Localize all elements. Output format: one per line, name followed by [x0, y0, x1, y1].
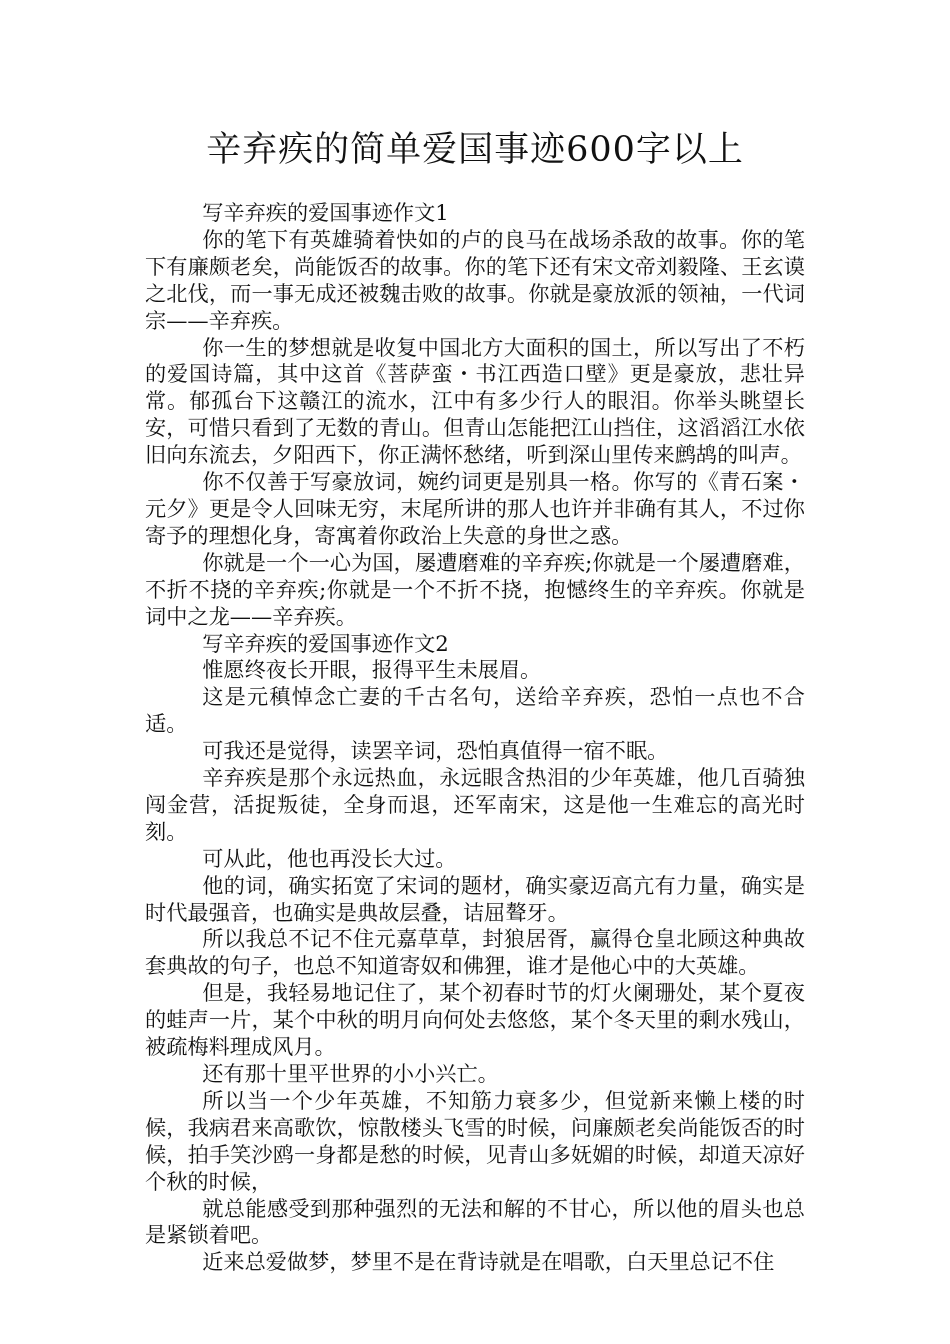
- paragraph: 你不仅善于写豪放词，婉约词更是别具一格。你写的《青石案・元夕》更是令人回味无穷，末尾所讲的那人也许并非确有其人，不过你寄予的理想化身，寄寓着你政治上失意的身世之惑。: [145, 469, 805, 548]
- paragraph: 惟愿终夜长开眼，报得平生未展眉。: [202, 657, 542, 683]
- paragraph: 所以我总不记不住元嘉草草，封狼居胥，赢得仓皇北顾这种典故套典故的句子，也总不知道寄奴和佛狸，谁才是他心中的大英雄。: [145, 926, 805, 979]
- paragraph: 所以当一个少年英雄，不知筋力衰多少，但觉新来懒上楼的时候，我病君来高歌饮，惊散楼头飞雪的时候，问廉颇老矣尚能饭否的时候，拍手笑沙鸥一身都是愁的时候，见青山多妩媚的时候，却道天凉好个秋的时候，: [145, 1087, 805, 1194]
- paragraph: 你一生的梦想就是收复中国北方大面积的国土，所以写出了不朽的爱国诗篇，其中这首《菩萨蛮・书江西造口壁》更是豪放，悲壮异常。郁孤台下这赣江的流水，江中有多少行人的眼泪。你举头眺望长安，可惜只看到了无数的青山。但青山怎能把江山挡住，这滔滔江水依旧向东流去，夕阳西下，你正满怀愁绪，听到深山里传来鹧鸪的叫声。: [145, 334, 805, 468]
- document-body: [145, 200, 805, 1276]
- paragraph: 你的笔下有英雄骑着快如的卢的良马在战场杀敌的故事。你的笔下有廉颇老矣，尚能饭否的故事。你的笔下还有宋文帝刘毅隆、王玄谟之北伐，而一事无成还被魏击败的故事。你就是豪放派的领袖，一代词宗——辛弃疾。: [145, 226, 805, 333]
- paragraph: 还有那十里平世界的小小兴亡。: [202, 1061, 499, 1086]
- section-heading: 写辛弃疾的爱国事迹作文1: [202, 200, 449, 225]
- paragraph: 但是，我轻易地记住了，某个初春时节的灯火阑珊处，某个夏夜的蛙声一片，某个中秋的明月向何处去悠悠，某个冬天里的剩水残山，被疏梅料理成风月。: [145, 980, 805, 1060]
- paragraph: 你就是一个一心为国，屡遭磨难的辛弃疾;你就是一个屡遭磨难，不折不挠的辛弃疾;你就是一个不折不挠，抱憾终生的辛弃疾。你就是词中之龙——辛弃疾。: [145, 549, 805, 629]
- paragraph: 他的词，确实拓宽了宋词的题材，确实豪迈高亢有力量，确实是时代最强音，也确实是典故层叠，诘屈聱牙。: [145, 872, 805, 925]
- paragraph: 可从此，他也再没长大过。: [202, 845, 457, 871]
- paragraph: 近来总爱做梦，梦里不是在背诗就是在唱歌，白天里总记不住: [202, 1249, 775, 1275]
- section-heading: 写辛弃疾的爱国事迹作文2: [202, 630, 449, 656]
- document-title: 辛弃疾的简单爱国事迹600字以上: [206, 130, 744, 170]
- paragraph: 就总能感受到那种强烈的无法和解的不甘心，所以他的眉头也总是紧锁着吧。: [145, 1195, 805, 1248]
- paragraph: 可我还是觉得，读罢辛词，恐怕真值得一宿不眠。: [202, 738, 669, 764]
- paragraph: 辛弃疾是那个永远热血，永远眼含热泪的少年英雄，他几百骑独闯金营，活捉叛徒，全身而退，还军南宋，这是他一生难忘的高光时刻。: [145, 765, 805, 844]
- paragraph: 这是元稹悼念亡妻的千古名句，送给辛弃疾，恐怕一点也不合适。: [145, 684, 805, 737]
